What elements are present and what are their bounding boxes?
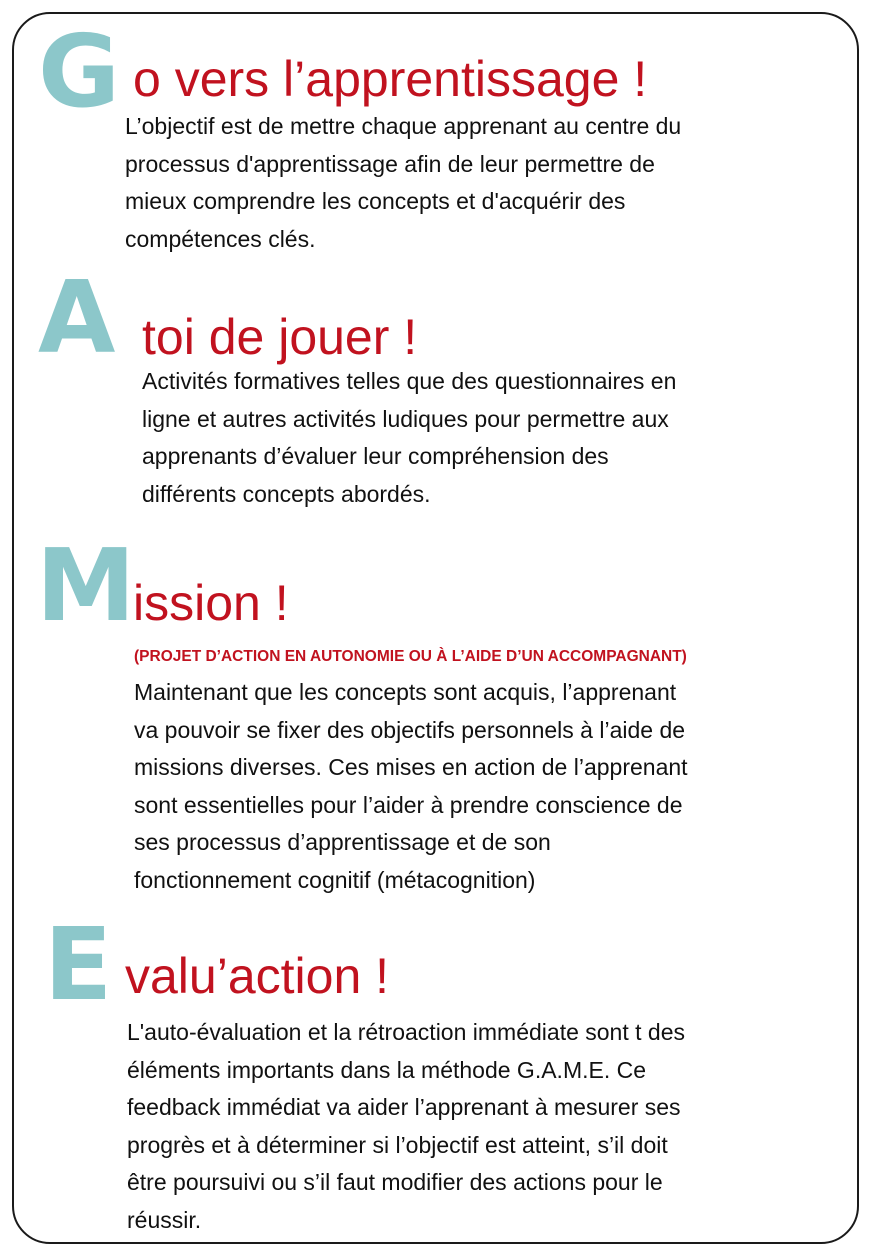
section-body-mission: Maintenant que les concepts sont acquis, l’apprenant va pouvoir se fixer des objectifs personnels à l’aide de missions diverses. Ces mises en action de l’apprenant sont essentielles pour l’aider à prendre conscience de ses processus d’apprentissage et de son fonctionnement cognitif (métacognition) bbox=[134, 679, 688, 893]
section-heading-a-toi: toi de jouer ! bbox=[142, 309, 418, 365]
section-body-evaluaction: L'auto-évaluation et la rétroaction immédiate sont t des éléments importants dans la méthode G.A.M.E. Ce feedback immédiat va aider l’apprenant à mesurer ses progrès et à déterminer si l’objectif est atteint, s’il doit être poursuivi ou s’il faut modifier des actions pour le réussir. bbox=[127, 1019, 685, 1233]
section-subheading-mission: (PROJET D’ACTION EN AUTONOMIE OU À L’AIDE D’UN ACCOMPAGNANT) bbox=[134, 648, 687, 665]
section-heading-evaluaction: valu’action ! bbox=[125, 948, 390, 1004]
initial-letter-e: E bbox=[44, 906, 111, 1023]
section-heading-go: o vers l’apprentissage ! bbox=[133, 51, 648, 107]
initial-letter-a: A bbox=[38, 259, 114, 376]
section-heading-mission: ission ! bbox=[133, 575, 289, 631]
section-body-go: L’objectif est de mettre chaque apprenant au centre du processus d'apprentissage afin de leur permettre de mieux comprendre les concepts et d'acquérir des compétences clés. bbox=[125, 113, 682, 252]
initial-letter-g: G bbox=[38, 13, 119, 130]
initial-letter-m: M bbox=[36, 527, 134, 644]
section-body-a-toi: Activités formatives telles que des questionnaires en ligne et autres activités ludiques pour permettre aux apprenants d’évaluer leur compréhension des différents concepts abordés. bbox=[142, 368, 677, 507]
